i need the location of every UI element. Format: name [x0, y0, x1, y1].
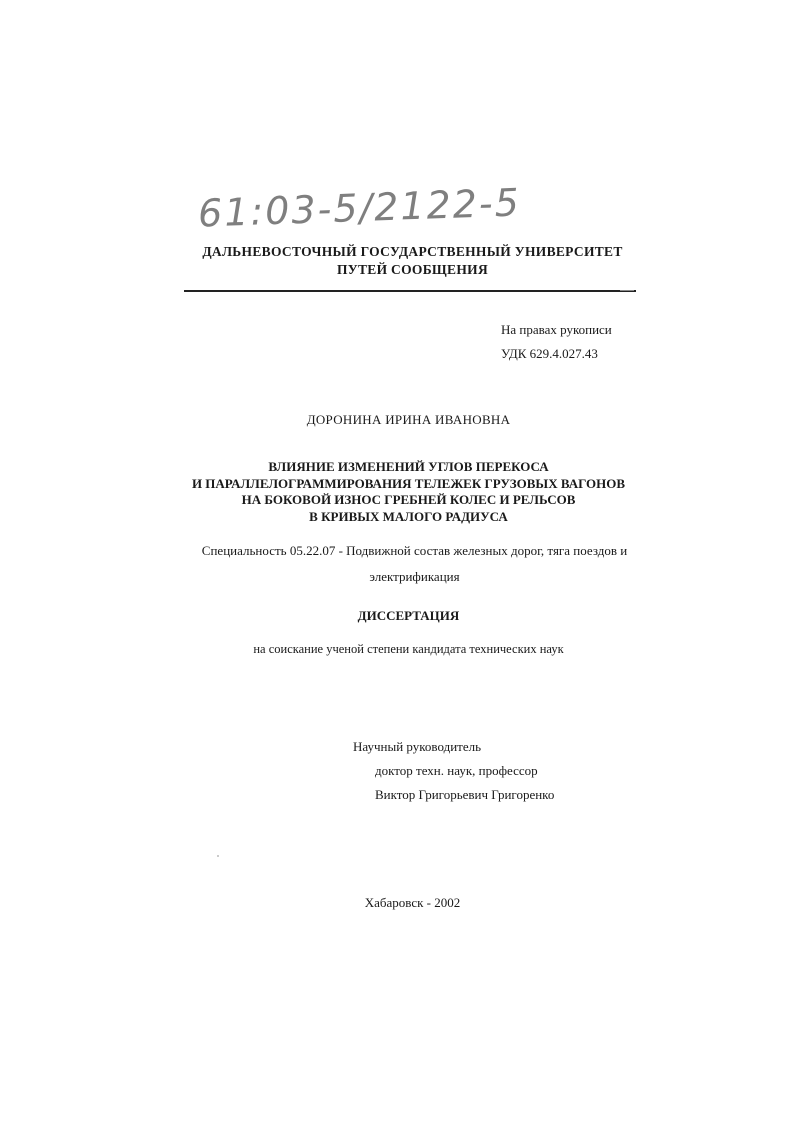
city-year [0, 895, 795, 911]
degree-statement-text: на соискание ученой степени кандидата технических наук [253, 642, 564, 656]
title-line: НА БОКОВОЙ ИЗНОС ГРЕБНЕЙ КОЛЕС И РЕЛЬСОВ [241, 492, 576, 507]
degree-statement [0, 642, 795, 657]
author-name-text: ДОРОНИНА ИРИНА ИВАНОВНА [306, 412, 511, 427]
work-type [0, 608, 795, 624]
university-name-line1: ДАЛЬНЕВОСТОЧНЫЙ ГОСУДАРСТВЕННЫЙ УНИВЕРСИТЕТ [202, 244, 623, 259]
scan-speck [217, 855, 219, 857]
title-line: И ПАРАЛЛЕЛОГРАММИРОВАНИЯ ТЕЛЕЖЕК ГРУЗОВЫХ ВАГОНОВ [191, 475, 626, 491]
handwritten-archive-number: 61:03-5/2122-5 [197, 180, 522, 236]
specialty-line2: электрификация [369, 569, 460, 584]
manuscript-rights-label: На правах рукописи [501, 322, 612, 337]
city-year-text: Хабаровск - 2002 [364, 895, 461, 910]
title-line: В КРИВЫХ МАЛОГО РАДИУСА [309, 508, 508, 524]
work-type-text: ДИССЕРТАЦИЯ [357, 608, 460, 623]
university-name [0, 243, 795, 279]
supervisor-credentials: доктор техн. наук, профессор [375, 763, 538, 778]
supervisor-block [353, 735, 554, 807]
supervisor-name: Виктор Григорьевич Григоренко [375, 787, 555, 802]
header-divider [184, 290, 636, 292]
specialty-line1: Специальность 05.22.07 - Подвижной состав железных дорог, тяга поездов и [201, 543, 628, 558]
scan-speck [620, 290, 634, 291]
title-line: ВЛИЯНИЕ ИЗМЕНЕНИЙ УГЛОВ ПЕРЕКОСА [268, 459, 549, 474]
university-name-line2: ПУТЕЙ СООБЩЕНИЯ [336, 262, 489, 277]
specialty-block [0, 538, 795, 590]
author-name [0, 412, 795, 428]
supervisor-label: Научный руководитель [353, 739, 482, 754]
dissertation-title [0, 459, 795, 525]
rights-block [501, 318, 612, 366]
udc-code: УДК 629.4.027.43 [501, 346, 598, 361]
